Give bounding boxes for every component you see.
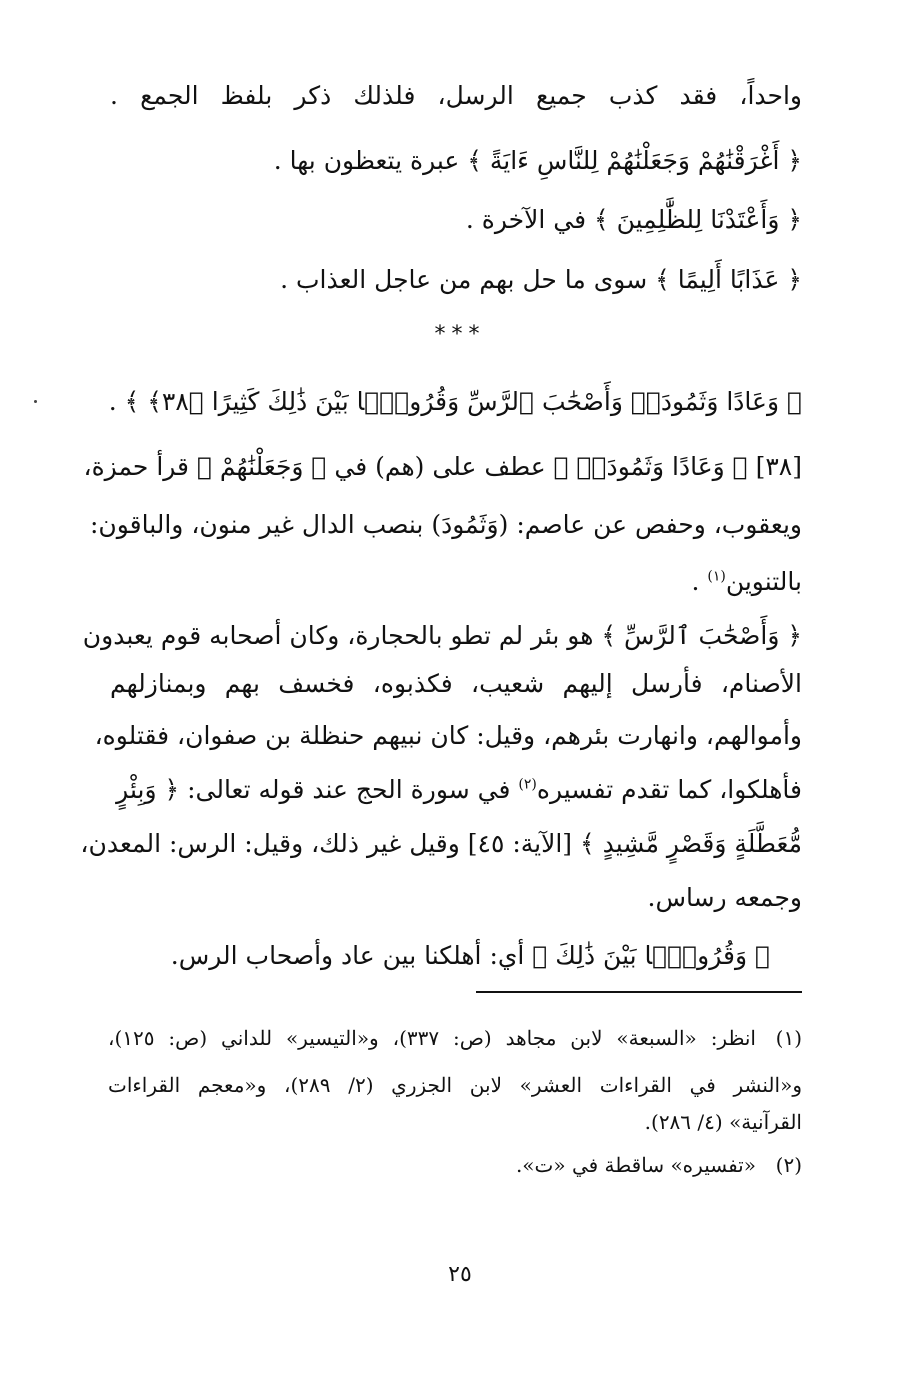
footnote-2-line-1 [108, 1150, 802, 1180]
text-line-9-text: بالتنوين [725, 567, 802, 596]
text-line-14: مُّعَطَّلَةٍ وَقَصْرٍ مَّشِيدٍ ﴾ [الآية: ٤٥] وقيل غير ذلك، وقيل: الرس: المعدن، [80, 829, 802, 858]
text-line-8: ويعقوب، وحفص عن عاصم: (وَثَمُودَ) بنصب الدال غير منون، والباقون: [89, 510, 802, 539]
text-line-15: وجمعه رساس. [647, 883, 802, 912]
text-line-12: وأموالهم، وانهارت بئرهم، وقيل: كان نبيهم حنظلة بن صفوان، فقتلوه، [94, 721, 802, 750]
text-line-13-b: في سورة الحج عند قوله تعالى: ﴿ وَبِئْرٍ [116, 775, 511, 804]
text-line-7: [٣٨] ﴿ وَعَادًا وَثَمُودَا۟ ﴾ عطف على (هم) في ﴿ وَجَعَلْنَٰهُمْ ﴾ قرأ حمزة، [83, 452, 802, 481]
text-line-9 [110, 564, 802, 600]
section-separator: *** [434, 322, 486, 347]
footnote-1-text-1: انظر: «السبعة» لابن مجاهد (ص: ٣٣٧)، و«التيسير» للداني (ص: ١٢٥)، [108, 1026, 756, 1050]
text-line-13-a: فأهلكوا، كما تقدم تفسيره [536, 775, 802, 804]
text-line-13 [110, 772, 802, 808]
footnote-2-text-1: «تفسيره» ساقطة في «ت». [515, 1153, 756, 1177]
footnote-ref-1: (١) [707, 568, 726, 585]
footnote-2-number: (٢) [775, 1153, 802, 1177]
line-9-period: . [691, 567, 700, 596]
text-line-11: الأصنام، فأرسل إليهم شعيب، فكذبوه، فخسف بهم وبمنازلهم [110, 669, 802, 698]
text-line-1: واحداً، فقد كذب جميع الرسل، فلذلك ذكر بلفظ الجمع . [110, 81, 802, 110]
footnote-1-number: (١) [775, 1026, 802, 1050]
verse-38: ﴿ وَعَادًا وَثَمُودَا۟ وَأَصْحَٰبَ ٱلرَّسِّ وَقُرُونًۢا بَيْنَ ذَٰلِكَ كَثِيرًا ﴿٣٨﴾ ﴾ . [108, 387, 802, 416]
text-line-2: ﴿ أَغْرَقْنَٰهُمْ وَجَعَلْنَٰهُمْ لِلنَّاسِ ءَايَةً ﴾ عبرة يتعظون بها . [273, 146, 802, 175]
text-line-3: ﴿ وَأَعْتَدْنَا لِلظَّٰلِمِينَ ﴾ في الآخرة . [465, 205, 802, 234]
scan-speck [34, 400, 37, 403]
footnote-1-line-2: و«النشر في القراءات العشر» لابن الجزري (٢/ ٢٨٩)، و«معجم القراءات [108, 1073, 802, 1097]
footnote-ref-2: (٢) [518, 776, 537, 793]
footnote-1-line-1 [108, 1023, 802, 1053]
footnote-1-line-3: القرآنية» (٤/ ٢٨٦). [644, 1110, 802, 1134]
page-number: ٢٥ [448, 1262, 472, 1287]
text-line-10: ﴿ وَأَصْحَٰبَ ٱلرَّسِّ ﴾ هو بئر لم تطو بالحجارة، وكان أصحابه قوم يعبدون [82, 621, 802, 650]
text-line-4: ﴿ عَذَابًا أَلِيمًا ﴾ سوى ما حل بهم من عاجل العذاب . [280, 265, 802, 294]
text-line-16: ﴿ وَقُرُونًۢا بَيْنَ ذَٰلِكَ ﴾ أي: أهلكنا بين عاد وأصحاب الرس. [170, 941, 770, 970]
footnote-divider [476, 991, 802, 993]
